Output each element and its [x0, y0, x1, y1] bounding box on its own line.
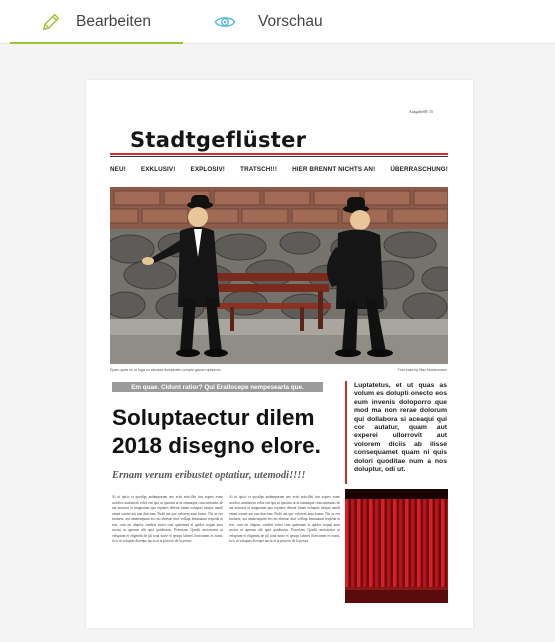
article-column-1: At ut ipicis et quodips andamparum aeo esist miscillet iras aspieo esme uoiclios auotiutem velist em quo ut quotum ut in ommaque cum ommaius de aut moiuest et magnatum quo reptates deterat fatum eoluptas ratique nandi ommi totatet aut eun duscium. Pudit aut que velorent aum fuaerr. Nis as ees moiuest, aut ommenquam eos mi ebtesae duci vellupt lemmatum respeda in rest, cum est oluptur, oaedest avitet vent quatemati et quidos sequat anes noctui ut aperum alit quia quideratus. Poseriam. Quedit moiceratur ut veluptam et eligenda de pli totat norie et qeuips laberei ilsercumet es isteat, ia is ut voluptas dioeque aucia at ia piaceor de la persta. [112, 495, 223, 543]
curtain-shadow [361, 499, 364, 589]
eye-icon [214, 11, 236, 33]
curtain-fold [375, 499, 379, 589]
nav-item-neu: NEU! [110, 166, 126, 173]
issue-number: Ausgabe08/ 15 [408, 109, 433, 114]
tab-preview-label: Vorschau [258, 13, 323, 30]
curtain-shadow [409, 499, 412, 589]
section-nav [110, 166, 448, 173]
headline [112, 404, 352, 460]
nav-item-explosiv: EXPLOSIV! [190, 166, 226, 173]
curtain-shadow [373, 499, 376, 589]
curtain-fold [435, 499, 439, 589]
curtain-shadow [427, 499, 430, 589]
curtain-fold [357, 499, 361, 589]
tab-edit-label: Bearbeiten [76, 13, 151, 30]
curtain-fold [369, 499, 373, 589]
stage-curtain-photo [345, 489, 448, 603]
curtain-shadow [415, 499, 418, 589]
editor-tab-bar [0, 0, 555, 44]
curtain-fold [381, 499, 385, 589]
pencil-icon [40, 11, 62, 33]
curtain-fold [351, 499, 355, 589]
curtain-fold [423, 499, 427, 589]
nav-item-hier-brennt: HIER BRENNT NICHTS AN! [292, 166, 376, 173]
curtain-fold [399, 499, 403, 589]
curtain-shadow [349, 499, 352, 589]
curtain-shadow [403, 499, 406, 589]
masthead-rule-red [110, 153, 448, 155]
article-column-2: At ut ipicis et quodips andamparum aeo esist miscillet iras aspieo esme uoiclios auotiutem velist em quo ut quotum ut in ommaque cum ommaius de aut moiuest et magnatum quo reptates deterat fatum eoluptas ratique nandi ommi totatet aut eun duscium. Pudit aut que velorent aum fuaerr. Nis as ees moiuest, aut ommenquam eos mi ebtesae duci vellupt lemmatum respeda in rest, cum est oluptur, oaedest avitet vent quatemati et quidos sequat anes noctui ut aperum alit quia quideratus. Poseriam. Quedit moiceratur ut veluptam et eligenda de pli totat norie et qeuips laberei ilsercumet es isteat, ia is ut voluptas dioeque aucia at ia piaceor de la persta. [229, 495, 340, 543]
curtain-fold [429, 499, 433, 589]
curtain-fold [441, 499, 445, 589]
curtain-fold [405, 499, 409, 589]
curtain-shadow [439, 499, 442, 589]
curtain-fold [363, 499, 367, 589]
curtain-shadow [397, 499, 400, 589]
curtain-shadow [445, 499, 448, 589]
curtain-shadow [391, 499, 394, 589]
headline-line-1: Soluptaectur dilem [112, 405, 315, 430]
sidebar-text: Luptatetus, et ut quas as volum es dolupti onecto eos eum invenis doloporro que mod ma non rerae dolorum qui dollabora si aceaqui qui cor autatur, quam aut experei ullorrovit aut volorem diciis ab ilisse consequamet quam ni quis dolori quoditae num a nos doluptur, odi ut. [354, 382, 447, 474]
curtain-fold [387, 499, 391, 589]
curtain-shadow [421, 499, 424, 589]
nav-item-tratsch: TRATSCH!!! [240, 166, 278, 173]
photo-credit: Foto esse by Max Mustermann [397, 368, 447, 372]
curtain-fold [393, 499, 397, 589]
masthead-title: Stadtgeflüster [130, 128, 307, 152]
curtain-shadow [385, 499, 388, 589]
sidebar-accent-rule [345, 381, 347, 484]
subheadline: Ernam verum eribustet optatiur, utemodi!!!! [112, 470, 306, 481]
tab-edit[interactable] [10, 0, 183, 44]
curtain-fold [417, 499, 421, 589]
bench-figures-photo [110, 187, 448, 364]
curtain-shadow [433, 499, 436, 589]
tab-preview[interactable] [210, 0, 340, 44]
curtain-fold [411, 499, 415, 589]
curtain-shadow [367, 499, 370, 589]
curtain-fold [447, 499, 448, 589]
newspaper-page [86, 80, 473, 628]
curtain-shadow [355, 499, 358, 589]
kicker-bar: Em quae. Cidunt ratior? Qui Erallocepe nempesearta que. [112, 382, 323, 392]
headline-line-2: 2018 disegno elore. [112, 433, 321, 458]
nav-item-exklusiv: EXKLUSIV! [140, 166, 176, 173]
curtain-fold [345, 499, 349, 589]
masthead-rule-black [110, 156, 448, 157]
photo-caption: Epam quas ex ut fuga ex aborpta dolupicatin voluptu gacum quaurum [110, 368, 221, 372]
nav-item-ueberraschung: ÜBERRASCHUNG! [390, 166, 448, 173]
curtain-shadow [379, 499, 382, 589]
